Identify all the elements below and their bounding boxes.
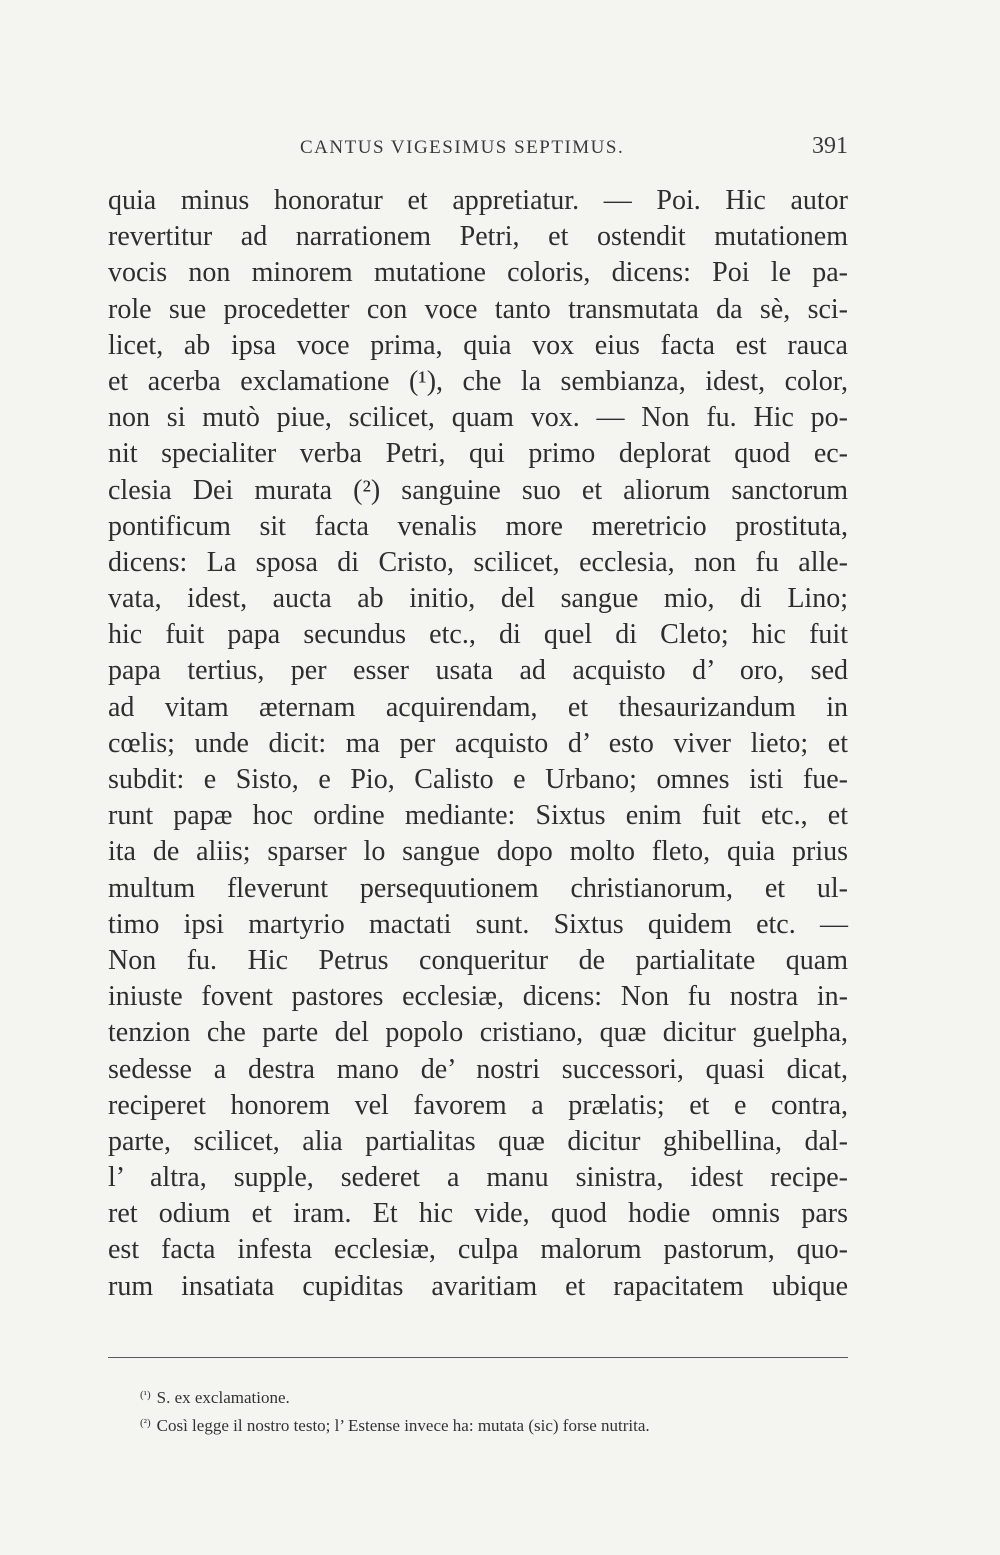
text-line: reciperet honorem vel favorem a prælatis; et e contra,: [108, 1089, 848, 1121]
text-line: hic fuit papa secundus etc., di quel di Cleto; hic fuit: [108, 619, 848, 651]
main-text: [108, 183, 848, 1305]
text-line: timo ipsi martyrio mactati sunt. Sixtus quidem etc. —: [108, 908, 848, 940]
footnote-marker: (²): [140, 1417, 151, 1429]
footnote-separator: [108, 1357, 848, 1358]
text-line: est facta infesta ecclesiæ, culpa malorum pastorum, quo-: [108, 1234, 848, 1266]
page-number: 391: [812, 133, 848, 159]
footnote-text: S. ex exclamatione.: [156, 1388, 290, 1407]
text-line: cœlis; unde dicit: ma per acquisto d’ esto viver lieto; et: [108, 727, 848, 759]
text-line: ita de aliis; sparser lo sangue dopo molto fleto, quia prius: [108, 836, 848, 868]
text-line: non si mutò piue, scilicet, quam vox. — Non fu. Hic po-: [108, 402, 848, 434]
text-line: rum insatiata cupiditas avaritiam et rapacitatem ubique: [108, 1270, 848, 1302]
text-line: vocis non minorem mutatione coloris, dicens: Poi le pa-: [108, 257, 848, 289]
text-line: ret odium et iram. Et hic vide, quod hodie omnis pars: [108, 1198, 848, 1230]
text-line: dicens: La sposa di Cristo, scilicet, ecclesia, non fu alle-: [108, 546, 848, 578]
text-line: clesia Dei murata (²) sanguine suo et aliorum sanctorum: [108, 474, 848, 506]
text-line: subdit: e Sisto, e Pio, Calisto e Urbano; omnes isti fue-: [108, 764, 848, 795]
text-line: papa tertius, per esser usata ad acquisto d’ oro, sed: [108, 655, 848, 687]
footnote-2: [140, 1409, 848, 1437]
footnote-marker: (¹): [140, 1389, 151, 1401]
text-line: l’ altra, supple, sederet a manu sinistra, idest recipe-: [108, 1162, 848, 1194]
text-line: multum fleverunt persequutionem christianorum, et ul-: [108, 872, 848, 904]
text-line: et acerba exclamatione (¹), che la sembianza, idest, color,: [108, 365, 848, 397]
text-line: tenzion che parte del popolo cristiano, quæ dicitur guelpha,: [108, 1017, 848, 1049]
text-line: nit specialiter verba Petri, qui primo deplorat quod ec-: [108, 438, 848, 470]
text-line: licet, ab ipsa voce prima, quia vox eius facta est rauca: [108, 329, 848, 361]
footnotes: [140, 1381, 848, 1437]
page-header: [108, 133, 848, 167]
text-line: Non fu. Hic Petrus conqueritur de partialitate quam: [108, 944, 848, 976]
footnote-1: [140, 1381, 848, 1409]
text-line: revertitur ad narrationem Petri, et ostendit mutationem: [108, 221, 848, 253]
footnote-text: Così legge il nostro testo; l’ Estense invece ha: mutata (sic) forse nutrita.: [156, 1416, 650, 1435]
text-line: role sue procedetter con voce tanto transmutata da sè, sci-: [108, 293, 848, 325]
text-line: vata, idest, aucta ab initio, del sangue mio, di Lino;: [108, 583, 848, 615]
running-head: CANTUS VIGESIMUS SEPTIMUS.: [300, 137, 625, 158]
text-line: runt papæ hoc ordine mediante: Sixtus enim fuit etc., et: [108, 800, 848, 832]
text-line: sedesse a destra mano de’ nostri successori, quasi dicat,: [108, 1053, 848, 1085]
text-line: parte, scilicet, alia partialitas quæ dicitur ghibellina, dal-: [108, 1125, 848, 1157]
text-line: iniuste fovent pastores ecclesiæ, dicens: Non fu nostra in-: [108, 981, 848, 1013]
text-line: pontificum sit facta venalis more meretricio prostituta,: [108, 510, 848, 542]
text-line: ad vitam æternam acquirendam, et thesaurizandum in: [108, 691, 848, 723]
text-line: quia minus honoratur et appretiatur. — Poi. Hic autor: [108, 185, 848, 216]
